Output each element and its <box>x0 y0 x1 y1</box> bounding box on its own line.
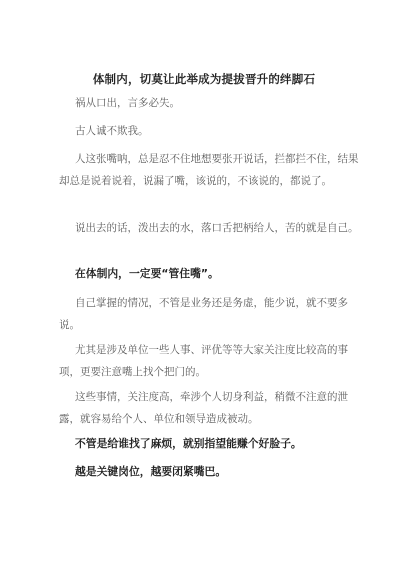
paragraph-6: 自己掌握的情况，不管是业务还是务虚，能少说，就不要多说。 <box>59 297 348 331</box>
document-title: 体制内，切莫让此举成为提拔晋升的绊脚石 <box>92 72 316 86</box>
paragraph-9-emphasis: 不管是给谁找了麻烦，就别指望能赚个好脸子。 <box>75 437 302 450</box>
paragraph-2: 古人诚不欺我。 <box>75 125 149 137</box>
paragraph-7: 尤其是涉及单位一些人事、评优等等大家关注度比较高的事项，更要注意嘴上找个把门的。 <box>59 344 348 378</box>
paragraph-10-emphasis: 越是关键岗位，越要闭紧嘴巴。 <box>75 465 227 478</box>
paragraph-8: 这些事情，关注度高，牵涉个人切身利益，稍微不注意的泄露，就容易给个人、单位和领导造成被动。 <box>59 391 348 425</box>
paragraph-3: 人这张嘴呐，总是忍不住地想要张开说话，拦都拦不住，结果却总是说着说着，说漏了嘴，该说的，不该说的，都说了。 <box>59 153 359 187</box>
paragraph-5-emphasis: 在体制内，一定要“管住嘴”。 <box>75 267 219 280</box>
paragraph-1: 祸从口出，言多必失。 <box>75 97 180 109</box>
paragraph-4: 说出去的话，泼出去的水，落口舌把柄给人，苦的就是自己。 <box>75 222 359 234</box>
